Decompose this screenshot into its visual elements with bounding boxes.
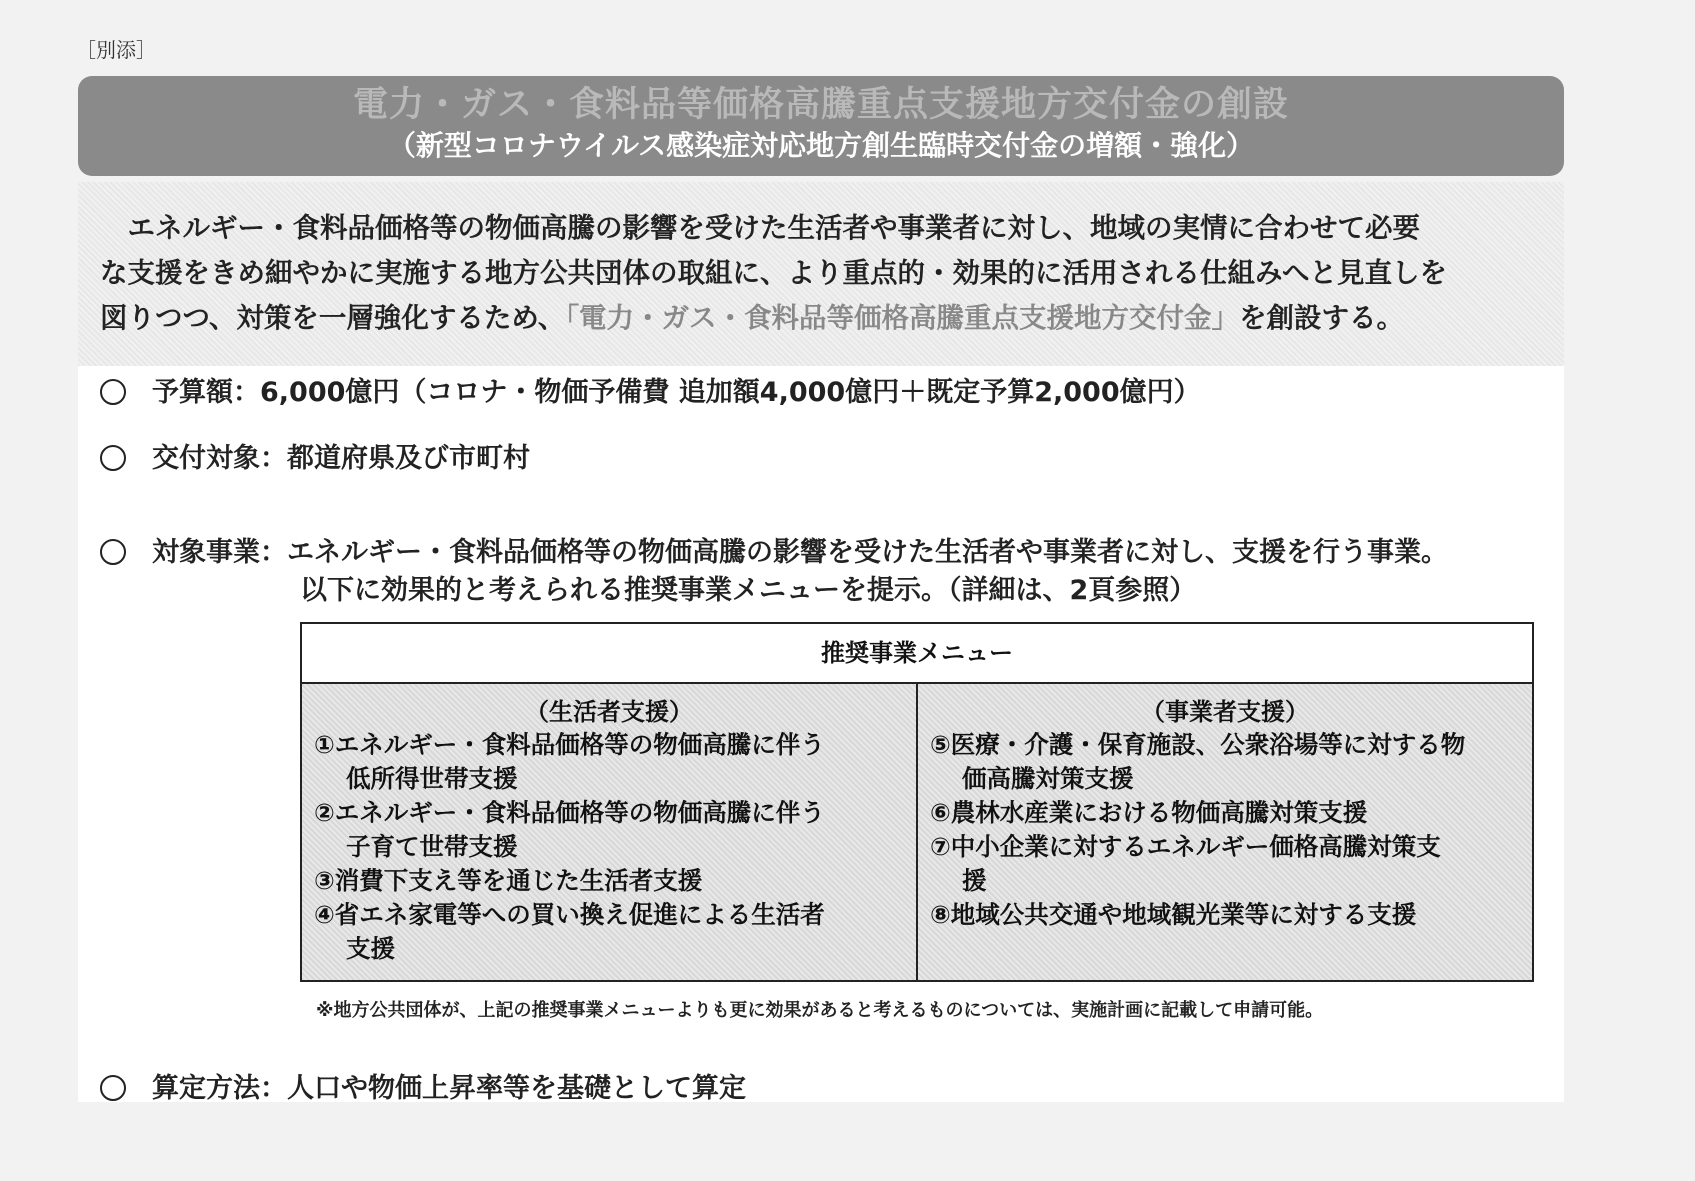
budget-item (100, 374, 1201, 412)
projects-text: 対象事業：エネルギー・食料品価格等の物価高騰の影響を受けた生活者や事業者に対し、支援を行う事業。 (152, 537, 1448, 568)
intro-line-2: な支援をきめ細やかに実施する地方公共団体の取組に、より重点的・効果的に活用される仕組みへと見直しを (100, 257, 1447, 289)
budget-text: 予算額：6,000億円（コロナ・物価予備費 追加額4,000億円＋既定予算2,000億円） (152, 377, 1201, 408)
menu-entry: ⑦中小企業に対するエネルギー価格高騰対策支 援 (930, 832, 1441, 895)
intro-text (100, 206, 1550, 341)
menu-entry: ④省エネ家電等への買い換え促進による生活者 支援 (314, 900, 825, 963)
attachment-label: ［別添］ (76, 38, 156, 62)
menu-footnote: ※地方公共団体が、上記の推奨事業メニューよりも更に効果があると考えるものについては、実施計画に記載して申請可能。 (316, 1000, 1324, 1021)
content-panel (78, 366, 1564, 1102)
method-text: 算定方法：人口や物価上昇率等を基礎として算定 (152, 1073, 746, 1104)
circle-bullet-icon (100, 379, 126, 405)
menu-entry: ⑧地域公共交通や地域観光業等に対する支援 (930, 900, 1417, 929)
intro-line-1: エネルギー・食料品価格等の物価高騰の影響を受けた生活者や事業者に対し、地域の実情に合わせて必要 (100, 212, 1420, 244)
projects-item (100, 534, 1448, 572)
business-support-column (918, 684, 1532, 980)
intro-box (78, 182, 1564, 366)
circle-bullet-icon (100, 1075, 126, 1101)
menu-entry: ⑤医療・介護・保育施設、公衆浴場等に対する物 価高騰対策支援 (930, 730, 1466, 793)
page-subtitle: （新型コロナウイルス感染症対応地方創生臨時交付金の増額・強化） (387, 129, 1255, 162)
page-title: 電力・ガス・食料品等価格高騰重点支援地方交付金の創設 (352, 85, 1289, 125)
projects-subtext: 以下に効果的と考えられる推奨事業メニューを提示。（詳細は、2頁参照） (300, 575, 1197, 606)
circle-bullet-icon (100, 445, 126, 471)
business-support-heading: （事業者支援） (1141, 698, 1309, 726)
menu-entry: ⑥農林水産業における物価高騰対策支援 (930, 798, 1368, 827)
menu-entry: ②エネルギー・食料品価格等の物価高騰に伴う 子育て世帯支援 (314, 798, 825, 861)
intro-line-3-end: を創設する。 (1239, 302, 1405, 334)
target-text: 交付対象：都道府県及び市町村 (152, 443, 530, 474)
menu-entry: ③消費下支え等を通じた生活者支援 (314, 866, 703, 895)
consumer-support-column (302, 684, 918, 980)
menu-title: 推奨事業メニュー (302, 624, 1532, 684)
title-banner (78, 76, 1564, 176)
consumer-support-heading: （生活者支援） (525, 698, 693, 726)
intro-line-3: 図りつつ、対策を一層強化するため、 (100, 302, 566, 334)
menu-entry: ①エネルギー・食料品価格等の物価高騰に伴う 低所得世帯支援 (314, 730, 825, 793)
intro-highlight: 「電力・ガス・食料品等価格高騰重点支援地方交付金」 (565, 302, 1240, 334)
circle-bullet-icon (100, 539, 126, 565)
recommended-menu-table (300, 622, 1534, 982)
method-item (100, 1070, 746, 1108)
target-item (100, 440, 530, 478)
